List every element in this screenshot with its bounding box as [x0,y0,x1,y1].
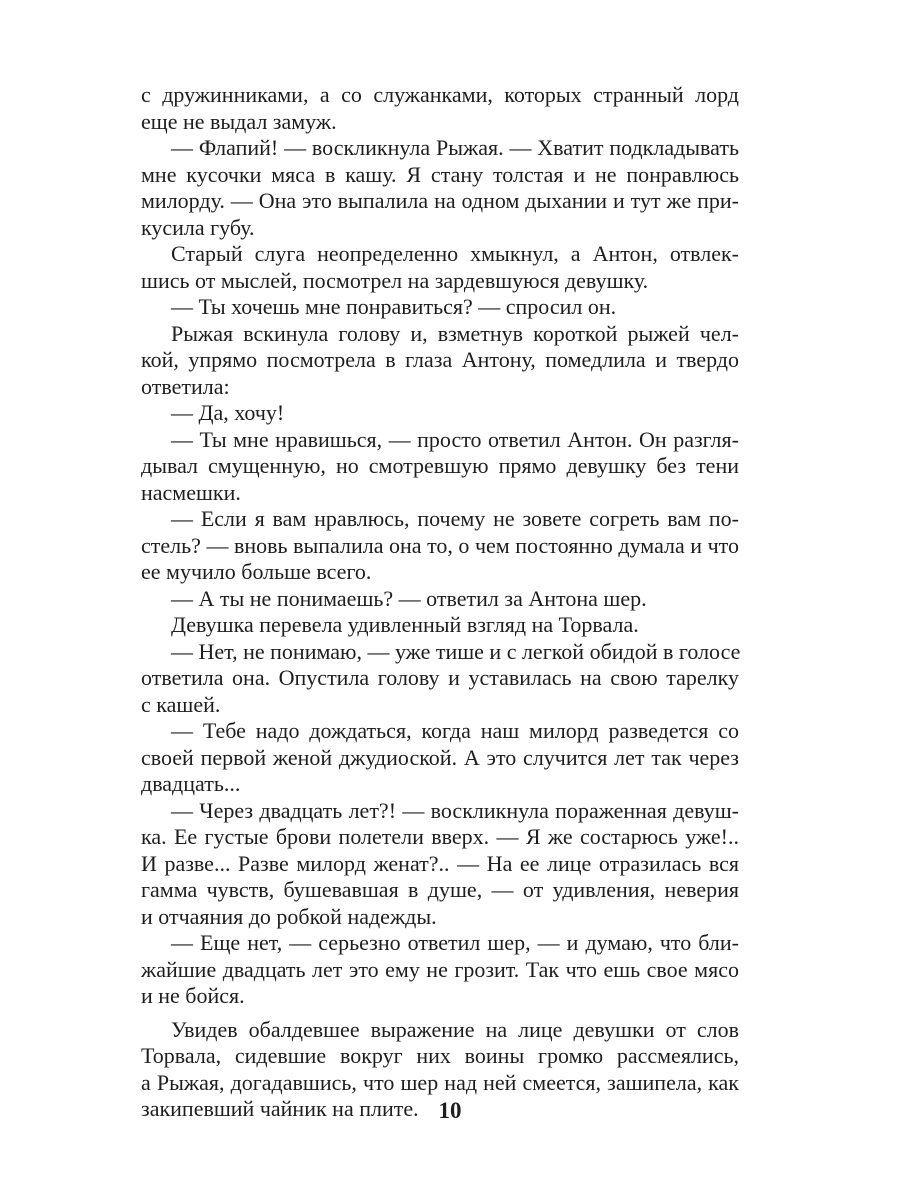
text-line: — Еще нет, — серьезно ответил шер, — и думаю, что бли- [171,930,739,955]
text-line: Девушка перевела удивленный взгляд на Торвала. [171,612,639,637]
text-line: насмешки. [141,479,241,505]
text-line: и не бойся. [141,983,245,1008]
body-text [141,82,739,1123]
text-line: с кашей. [141,691,221,717]
text-line: ка. Ее густые брови полетели вверх. — Я же состарюсь уже!.. [141,824,739,849]
text-line: — Флапий! — воскликнула Рыжая. — Хватит подкладывать [171,135,739,160]
text-line: шись от мыслей, посмотрел на зардевшуюся девушку. [141,267,649,293]
text-line: Старый слуга неопределенно хмыкнул, а Антон, отвлек- [171,241,739,266]
text-line: ответила она. Опустила голову и уставилась на свою тарелку [141,665,739,690]
text-line: Торвала, сидевшие вокруг них воины громко рассмеялись, [141,1043,739,1068]
page-number: 10 [438,1098,462,1123]
text-line: а Рыжая, догадавшись, что шер над ней смеется, зашипела, как [141,1069,739,1095]
text-line: — Ты мне нравишься, — просто ответил Антон. Он разгля- [171,426,739,452]
text-line: жайшие двадцать лет это ему не грозит. Так что ешь свое мясо [141,956,739,982]
text-line: с дружинниками, а со служанками, которых странный лорд [141,82,739,107]
text-line: закипевший чайник на плите. [141,1096,419,1121]
text-line: — Тебе надо дождаться, когда наш милорд разведется со [171,718,739,743]
text-line: — Ты хочешь мне понравиться? — спросил он. [171,294,617,319]
text-line: И разве... Разве милорд женат?.. — На ее лице отразилась вся [141,850,739,876]
text-line: — Если я вам нравлюсь, почему не зовете согреть вам по- [171,506,739,531]
text-line: — А ты не понимаешь? — ответил за Антона шер. [171,585,647,611]
text-line: — Да, хочу! [171,400,285,425]
text-line: милорду. — Она это выпалила на одном дыхании и тут же при- [141,188,739,213]
text-line: ответила: [141,373,230,399]
text-line: еще не выдал замуж. [141,108,337,134]
text-line: стель? — вновь выпалила она то, о чем постоянно думала и что [141,532,739,558]
text-line: кусила губу. [141,214,255,240]
text-line: дывал смущенную, но смотревшую прямо девушку без тени [141,453,739,478]
text-line: гамма чувств, бушевавшая в душе, — от удивления, неверия [141,877,739,902]
text-line: Увидев обалдевшее выражение на лице девушки от слов [171,1016,739,1042]
text-line: мне кусочки мяса в кашу. Я стану толстая и не понравлюсь [141,161,739,187]
text-line: кой, упрямо посмотрела в глаза Антону, помедлила и твердо [141,347,739,372]
text-line: Рыжая вскинула голову и, взметнув короткой рыжей чел- [171,320,739,346]
text-line: своей первой женой джудиоской. А это случится лет так через [141,744,739,770]
text-line: и отчаяния до робкой надежды. [141,903,437,929]
text-line: — Через двадцать лет?! — воскликнула пораженная девуш- [171,797,739,823]
text-line: ее мучило больше всего. [141,559,372,584]
text-line: — Нет, не понимаю, — уже тише и с легкой обидой в голосе [171,638,741,664]
text-line: двадцать... [141,771,241,796]
